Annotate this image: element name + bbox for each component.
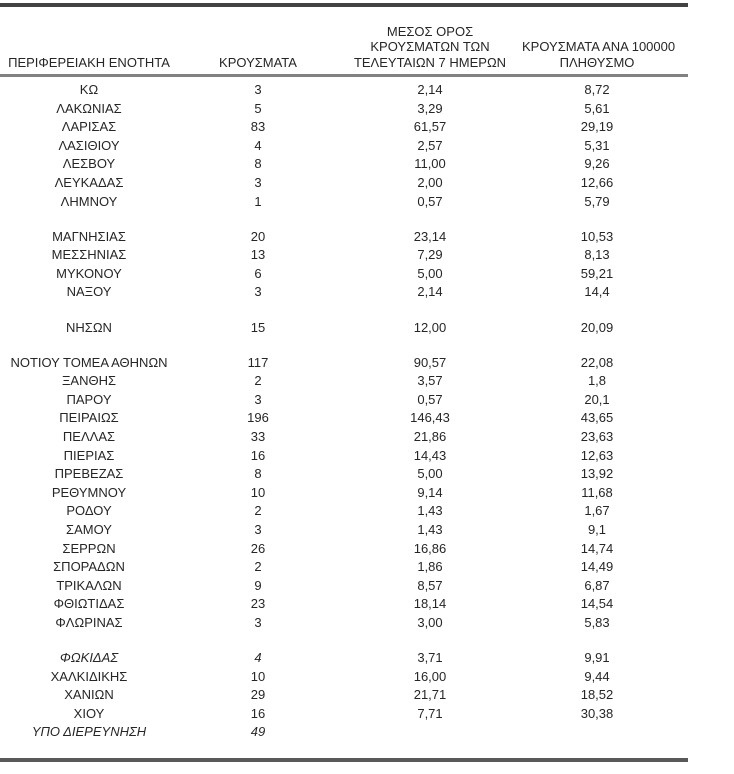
cases-cell: 8: [254, 156, 262, 172]
avg7-cell: 7,29: [417, 247, 443, 263]
cases-cell: 26: [250, 540, 266, 556]
table-row: [0, 155, 688, 174]
cases-cell: 3: [254, 614, 262, 630]
cases-cell: 3: [254, 174, 262, 190]
cases-cell: 2: [254, 503, 262, 519]
table-row: [0, 118, 688, 137]
region-cell: ΧΙΟΥ: [73, 705, 105, 721]
region-cell: ΣΕΡΡΩΝ: [62, 540, 116, 556]
cases-cell: 3: [254, 82, 262, 97]
cases-per-100k-cell: 43,65: [580, 410, 614, 426]
avg7-cell: 5,00: [417, 466, 443, 482]
header-7day-average-line2: ΚΡΟΥΣΜΑΤΩΝ ΤΩΝ: [370, 39, 490, 54]
table-row: [0, 558, 688, 577]
table-row: [0, 81, 688, 100]
cases-cell: 23: [250, 596, 266, 612]
cases-per-100k-cell: 22,08: [580, 354, 614, 370]
region-cell: ΦΘΙΩΤΙΔΑΣ: [53, 596, 125, 612]
avg7-cell: 11,00: [414, 156, 446, 172]
cases-cell: 10: [250, 668, 266, 684]
avg7-cell: 9,14: [417, 484, 443, 500]
cases-per-100k-cell: 14,49: [580, 559, 614, 575]
region-cell: ΣΠΟΡΑΔΩΝ: [53, 559, 125, 575]
header-region-label: ΠΕΡΙΦΕΡΕΙΑΚΗ ΕΝΟΤΗΤΑ: [8, 54, 170, 70]
cases-per-100k-cell: 14,54: [580, 596, 614, 612]
avg7-cell: 3,00: [417, 614, 443, 630]
avg7-cell: 7,71: [417, 705, 443, 721]
table-row: [0, 705, 688, 724]
table-body: [0, 77, 688, 742]
table-row: [0, 668, 688, 687]
cases-per-100k-cell: 12,66: [580, 174, 614, 190]
avg7-cell: 3,57: [417, 373, 443, 389]
region-cell: ΤΡΙΚΑΛΩΝ: [56, 577, 122, 593]
cases-cell: 15: [250, 319, 266, 335]
avg7-cell: 2,14: [417, 284, 443, 300]
regional-cases-table: [0, 3, 688, 762]
cases-per-100k-cell: 9,44: [584, 668, 610, 684]
avg7-cell: [338, 723, 522, 742]
table-row: [0, 723, 688, 742]
cases-per-100k-cell: 10,53: [580, 228, 614, 244]
cases-cell: 1: [254, 193, 262, 209]
cases-per-100k-cell: 1,8: [587, 373, 607, 389]
table-row: [0, 354, 688, 373]
avg7-cell: 3,71: [417, 650, 443, 666]
cases-cell: 49: [250, 724, 266, 740]
table-row: [0, 428, 688, 447]
cases-cell: 3: [254, 284, 262, 300]
cases-cell: 9: [254, 577, 262, 593]
region-cell: ΛΕΣΒΟΥ: [62, 156, 116, 172]
table-row: [0, 372, 688, 391]
cases-per-100k-cell: 11,68: [581, 484, 613, 500]
table-row: [0, 174, 688, 193]
header-cases-label: ΚΡΟΥΣΜΑΤΑ: [219, 54, 297, 70]
cases-cell: 13: [250, 247, 266, 263]
cases-cell: 83: [250, 119, 266, 135]
region-cell: ΦΛΩΡΙΝΑΣ: [55, 614, 123, 630]
cases-cell: 16: [250, 705, 266, 721]
table-header-row: [0, 7, 688, 71]
cases-per-100k-cell: 13,92: [580, 466, 614, 482]
cases-per-100k-cell: 9,1: [587, 521, 607, 537]
table-row: [0, 595, 688, 614]
cases-cell: 196: [247, 410, 269, 426]
header-cases: [178, 55, 338, 71]
region-cell: ΦΩΚΙΔΑΣ: [59, 650, 119, 666]
cases-per-100k-cell: 8,13: [584, 247, 610, 263]
avg7-cell: 2,00: [417, 174, 443, 190]
region-cell: ΡΟΔΟΥ: [66, 503, 112, 519]
region-cell: ΠΕΛΛΑΣ: [62, 429, 116, 444]
table-row: [0, 540, 688, 559]
avg7-cell: 16,00: [413, 668, 447, 684]
region-cell: ΚΩ: [79, 82, 99, 97]
cases-per-100k-cell: 12,63: [580, 447, 614, 463]
table-row: [0, 649, 688, 668]
cases-per-100k-cell: [522, 723, 672, 742]
table-row: [0, 319, 688, 338]
region-cell: ΧΑΛΚΙΔΙΚΗΣ: [50, 668, 128, 684]
region-cell: ΛΑΚΩΝΙΑΣ: [56, 100, 122, 116]
cases-per-100k-cell: 20,1: [584, 391, 610, 407]
table-row: [0, 193, 688, 212]
header-per-100k-line1: ΚΡΟΥΣΜΑΤΑ ΑΝΑ 100000: [522, 39, 676, 54]
table-row: [0, 246, 688, 265]
table-row: [0, 265, 688, 284]
avg7-cell: 12,00: [413, 319, 447, 335]
table-row: [0, 502, 688, 521]
avg7-cell: 21,86: [413, 429, 447, 444]
region-cell: ΠΕΙΡΑΙΩΣ: [59, 410, 119, 426]
cases-per-100k-cell: 59,21: [580, 265, 614, 281]
cases-per-100k-cell: 6,87: [584, 577, 610, 593]
table-row: [0, 465, 688, 484]
avg7-cell: 0,57: [417, 391, 443, 407]
table-row: [0, 447, 688, 466]
cases-cell: 4: [254, 650, 262, 666]
cases-cell: 3: [254, 521, 262, 537]
header-7day-average-line3: ΤΕΛΕΥΤΑΙΩΝ 7 ΗΜΕΡΩΝ: [353, 54, 507, 70]
cases-cell: 117: [247, 354, 269, 370]
header-per-100k-line2: ΠΛΗΘΥΣΜΟ: [559, 54, 635, 70]
table-row: [0, 137, 688, 156]
avg7-cell: 1,43: [417, 503, 443, 519]
avg7-cell: 5,00: [417, 265, 443, 281]
table-row: [0, 614, 688, 633]
cases-per-100k-cell: 1,67: [584, 503, 610, 519]
region-cell: ΛΕΥΚΑΔΑΣ: [54, 174, 124, 190]
region-cell: ΝΗΣΩΝ: [66, 319, 112, 335]
cases-per-100k-cell: 5,79: [584, 193, 610, 209]
cases-per-100k-cell: 20,09: [580, 319, 614, 335]
cases-per-100k-cell: 9,91: [584, 650, 610, 666]
table-row: [0, 228, 688, 247]
avg7-cell: 2,57: [417, 137, 443, 153]
cases-per-100k-cell: 5,83: [584, 614, 610, 630]
cases-cell: 2: [254, 559, 262, 575]
region-cell: ΧΑΝΙΩΝ: [64, 687, 114, 703]
header-7day-average: [338, 24, 522, 71]
region-cell: ΠΡΕΒΕΖΑΣ: [54, 466, 124, 482]
cases-per-100k-cell: 9,26: [584, 156, 610, 172]
cases-per-100k-cell: 18,52: [580, 687, 614, 703]
region-cell: ΠΑΡΟΥ: [66, 391, 112, 407]
avg7-cell: 0,57: [417, 193, 443, 209]
region-cell: ΥΠΟ ΔΙΕΡΕΥΝΗΣΗ: [31, 724, 147, 740]
region-cell: ΠΙΕΡΙΑΣ: [63, 447, 115, 463]
table-row: [0, 391, 688, 410]
header-per-100k: [522, 39, 676, 70]
table-row: [0, 686, 688, 705]
table-row: [0, 409, 688, 428]
region-cell: ΝΟΤΙΟΥ ΤΟΜΕΑ ΑΘΗΝΩΝ: [10, 354, 168, 370]
avg7-cell: 1,43: [417, 521, 443, 537]
cases-cell: 5: [254, 100, 262, 116]
region-cell: ΝΑΞΟΥ: [66, 284, 112, 300]
region-cell: ΡΕΘΥΜΝΟΥ: [51, 484, 127, 500]
region-cell: ΜΥΚΟΝΟΥ: [56, 265, 122, 281]
table-bottom-border: [0, 758, 688, 762]
cases-cell: 4: [254, 137, 262, 153]
cases-cell: 2: [254, 373, 262, 389]
cases-cell: 10: [250, 484, 266, 500]
cases-per-100k-cell: 30,38: [580, 705, 614, 721]
avg7-cell: 8,57: [417, 577, 443, 593]
cases-cell: 3: [254, 391, 262, 407]
avg7-cell: 14,43: [413, 447, 447, 463]
cases-cell: 29: [250, 687, 266, 703]
avg7-cell: 16,86: [413, 540, 447, 556]
avg7-cell: 90,57: [413, 354, 447, 370]
region-cell: ΛΗΜΝΟΥ: [60, 193, 118, 209]
cases-per-100k-cell: 14,74: [580, 540, 614, 556]
cases-per-100k-cell: 5,31: [584, 137, 610, 153]
table-row: [0, 521, 688, 540]
region-cell: ΜΕΣΣΗΝΙΑΣ: [51, 247, 127, 263]
region-cell: ΞΑΝΘΗΣ: [61, 373, 117, 389]
avg7-cell: 3,29: [417, 100, 443, 116]
cases-cell: 8: [254, 466, 262, 482]
avg7-cell: 1,86: [417, 559, 443, 575]
cases-cell: 33: [250, 429, 266, 444]
cases-per-100k-cell: 8,72: [584, 82, 610, 97]
region-cell: ΛΑΡΙΣΑΣ: [61, 119, 117, 135]
avg7-cell: 61,57: [413, 119, 447, 135]
cases-cell: 20: [250, 228, 266, 244]
cases-per-100k-cell: 5,61: [584, 100, 610, 116]
avg7-cell: 23,14: [413, 228, 447, 244]
avg7-cell: 2,14: [417, 82, 443, 97]
cases-cell: 6: [254, 265, 262, 281]
avg7-cell: 21,71: [413, 687, 447, 703]
region-cell: ΜΑΓΝΗΣΙΑΣ: [52, 228, 126, 244]
cases-per-100k-cell: 29,19: [580, 119, 614, 135]
table-row: [0, 577, 688, 596]
cases-per-100k-cell: 14,4: [584, 284, 610, 300]
cases-per-100k-cell: 23,63: [580, 429, 614, 444]
avg7-cell: 146,43: [410, 410, 450, 426]
cases-cell: 16: [250, 447, 266, 463]
region-cell: ΣΑΜΟΥ: [66, 521, 112, 537]
header-region: [0, 55, 178, 71]
table-row: [0, 100, 688, 119]
table-row: [0, 484, 688, 503]
table-row: [0, 283, 688, 302]
avg7-cell: 18,14: [413, 596, 447, 612]
region-cell: ΛΑΣΙΘΙΟΥ: [58, 137, 120, 153]
header-7day-average-line1: ΜΕΣΟΣ ΟΡΟΣ: [386, 23, 474, 39]
